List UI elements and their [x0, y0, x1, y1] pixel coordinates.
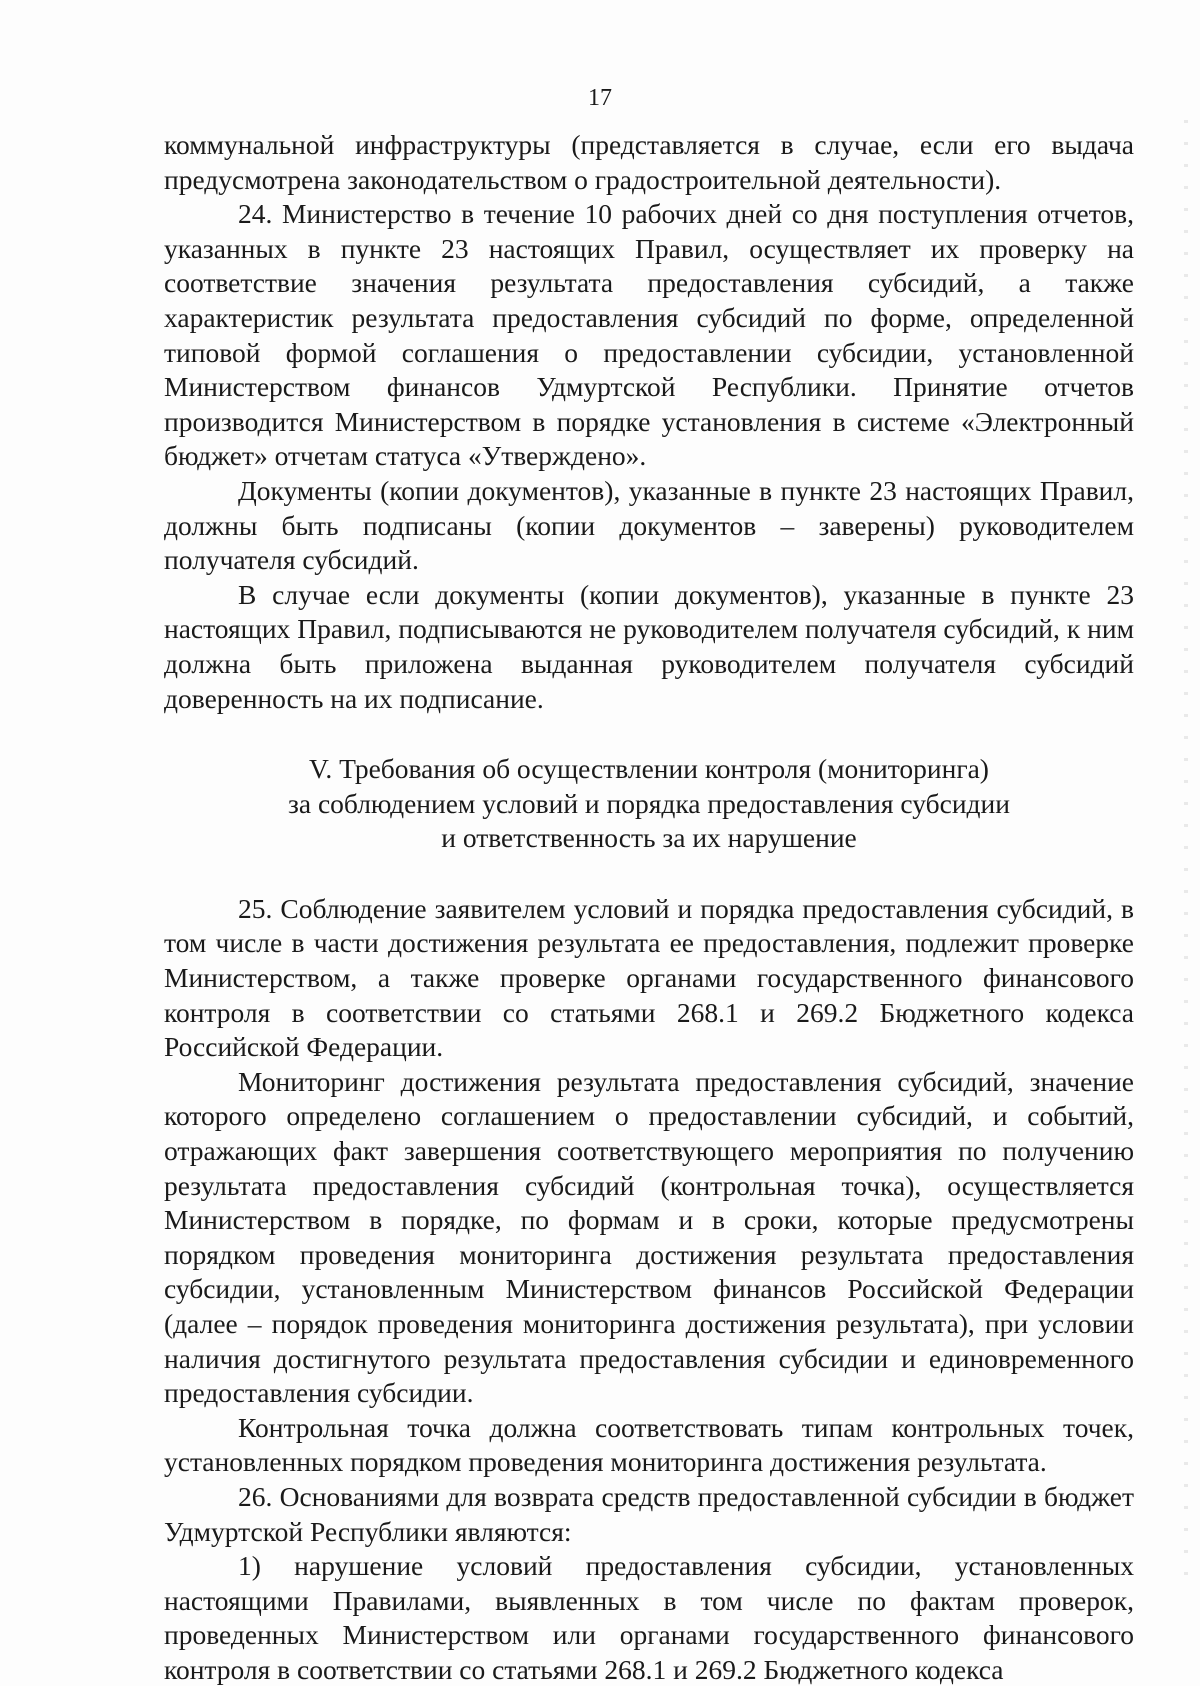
paragraph-control-point: Контрольная точка должна соответствовать типам контрольных точек, установленных порядком проведения мониторинга достижения результата.	[164, 1411, 1134, 1478]
section-heading	[164, 752, 1134, 856]
paragraph-25: 25. Соблюдение заявителем условий и порядка предоставления субсидий, в том числе в части достижения результата ее предоставления, подлежит проверке Министерством, а также проверке органами государственного финансового контроля в соответствии со статьями 268.1 и 269.2 Бюджетного кодекса Российской Федерации.	[164, 892, 1134, 1063]
paragraph-documents-signed: Документы (копии документов), указанные в пункте 23 настоящих Правил, должны быть подписаны (копии документов – заверены) руководителем получателя субсидий.	[164, 474, 1134, 576]
paragraph-26-item-1: 1) нарушение условий предоставления субсидии, установленных настоящими Правилами, выявленных в том числе по фактам проверок, проведенных Министерством или органами государственного финансового контроля в соответствии со статьями 268.1 и 269.2 Бюджетного кодекса	[164, 1550, 1134, 1685]
section-heading-line: V. Требования об осуществлении контроля (мониторинга)	[309, 753, 989, 785]
paragraph-monitoring: Мониторинг достижения результата предоставления субсидий, значение которого определено соглашением о предоставлении субсидий, и событий, отражающих факт завершения соответствующего мероприятия по получению результата предоставления субсидий (контрольная точка), осуществляется Министерством в порядке, по формам и в сроки, которые предусмотрены порядком проведения мониторинга достижения результата предоставления субсидии, установленным Министерством финансов Российской Федерации (далее – порядок проведения мониторинга достижения результата), при условии наличия достигнутого результата предоставления субсидии и единовременного предоставления субсидии.	[164, 1065, 1134, 1409]
document-body	[164, 128, 1134, 1688]
page-number: 17	[588, 85, 612, 111]
section-heading-line: за соблюдением условий и порядка предоставления субсидии	[288, 787, 1010, 819]
paragraph-power-of-attorney: В случае если документы (копии документов), указанные в пункте 23 настоящих Правил, подписываются не руководителем получателя субсидий, к ним должна быть приложена выданная руководителем получателя субсидий доверенность на их подписание.	[164, 578, 1134, 714]
paragraph-26: 26. Основаниями для возврата средств предоставленной субсидии в бюджет Удмуртской Республики являются:	[164, 1480, 1134, 1547]
scan-edge-marks	[1184, 120, 1188, 1580]
paragraph-24: 24. Министерство в течение 10 рабочих дней со дня поступления отчетов, указанных в пункте 23 настоящих Правил, осуществляет их проверку на соответствие значения результата предоставления субсидий, а также характеристик результата предоставления субсидий по форме, определенной типовой формой соглашения о предоставлении субсидии, установленной Министерством финансов Удмуртской Республики. Принятие отчетов производится Министерством в порядке установления в системе «Электронный бюджет» отчетам статуса «Утверждено».	[164, 198, 1134, 472]
paragraph-continuation: коммунальной инфраструктуры (представляется в случае, если его выдача предусмотрена законодательством о градостроительной деятельности).	[164, 129, 1134, 195]
section-heading-line: и ответственность за их нарушение	[441, 822, 857, 854]
